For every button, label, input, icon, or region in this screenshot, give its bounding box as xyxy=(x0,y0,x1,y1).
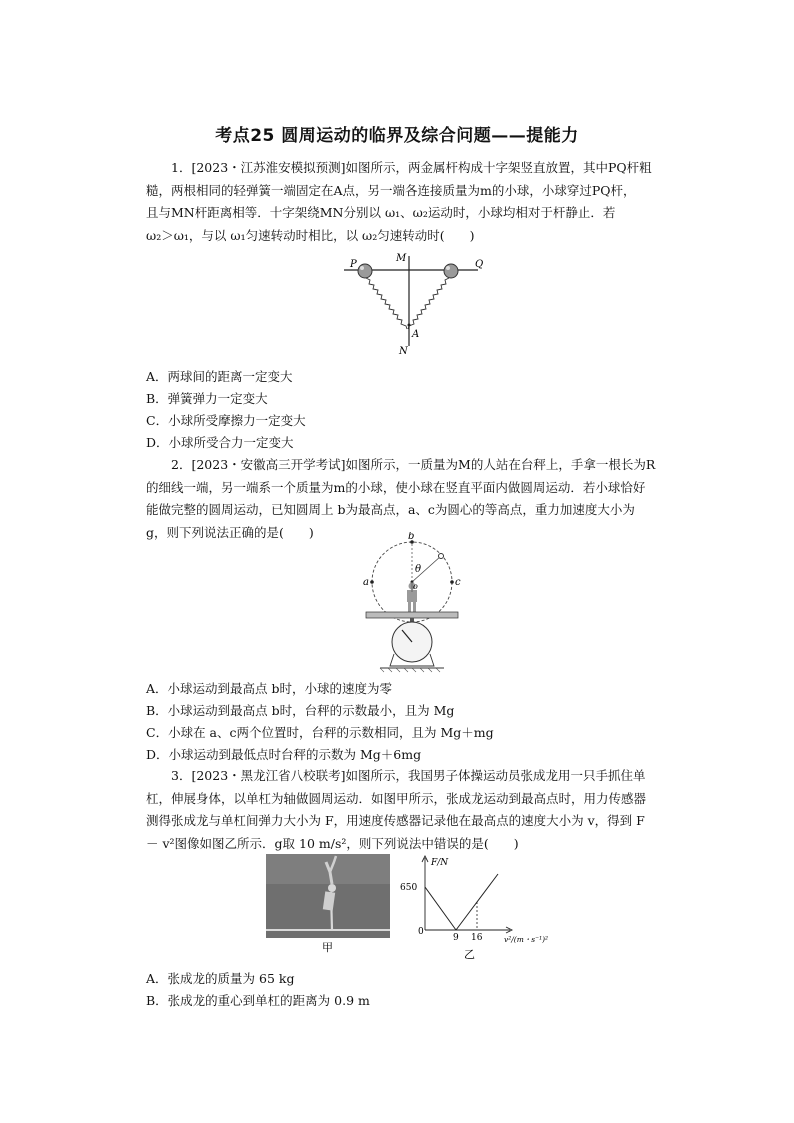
gymnast-photo xyxy=(266,854,390,954)
stem-line: 1．[2023・江苏淮安模拟预测]如图所示，两金属杆构成十字架竖直放置，其中PQ杆粗 xyxy=(171,160,652,175)
question-3-stem xyxy=(146,765,684,855)
stem-line: 3．[2023・黑龙江省八校联考]如图所示，我国男子体操运动员张成龙用一只手抓住单 xyxy=(171,768,646,783)
label-a: a xyxy=(363,577,369,588)
label-o: o xyxy=(413,582,418,591)
label-N: N xyxy=(399,346,408,357)
scale-circle-figure xyxy=(362,532,472,674)
photo-caption: 甲 xyxy=(322,941,333,954)
stem-line: 糙，两根相同的轻弹簧一端固定在A点，另一端各连接质量为m的小球，小球穿过PQ杆， xyxy=(146,182,636,198)
label-theta: θ xyxy=(415,564,422,575)
stem-line: 且与MN杆距离相等．十字架绕MN分别以 ω₁、ω₂运动时，小球均相对于杆静止．若 xyxy=(146,205,616,220)
label-b: b xyxy=(408,532,415,542)
graph-ylabel: F/N xyxy=(431,858,449,868)
label-c: c xyxy=(455,577,461,588)
graph-x-tick-9: 9 xyxy=(453,933,459,943)
label-P: P xyxy=(350,259,357,270)
label-Q: Q xyxy=(475,259,484,270)
stem-line: g，则下列说法正确的是( ) xyxy=(146,524,314,540)
graph-caption: 乙 xyxy=(464,948,475,961)
graph-y-tick: 650 xyxy=(400,883,418,893)
stem-line: 杠，伸展身体，以单杠为轴做圆周运动．如图甲所示，张成龙运动到最高点时，用力传感器 xyxy=(146,790,647,806)
graph-x-tick-16: 16 xyxy=(471,933,483,943)
stem-line: ω₂＞ω₁，与以 ω₁匀速转动时相比，以 ω₂匀速转动时( ) xyxy=(146,227,475,243)
graph-xlabel: v²/(m・s⁻¹)² xyxy=(504,935,549,944)
stem-line: 2．[2023・安徽高三开学考试]如图所示，一质量为M的人站在台秤上，手拿一根长为R xyxy=(171,457,656,472)
stem-line: 的细线一端，另一端系一个质量为m的小球，使小球在竖直平面内做圆周运动．若小球恰好 xyxy=(146,479,646,495)
graph-origin: 0 xyxy=(418,927,424,937)
question-2-stem xyxy=(146,454,684,544)
f-v2-graph xyxy=(394,852,574,962)
label-M: M xyxy=(396,253,407,264)
cross-spring-figure xyxy=(336,248,496,360)
q1-option-b: B．弹簧弹力一定变大 xyxy=(146,391,268,406)
page-title: 考点25 圆周运动的临界及综合问题——提能力 xyxy=(215,126,579,146)
q2-option-c: C．小球在 a、c两个位置时，台秤的示数相同，且为 Mg＋mg xyxy=(146,725,494,740)
q1-option-a: A．两球间的距离一定变大 xyxy=(146,369,293,384)
q1-option-c: C．小球所受摩擦力一定变大 xyxy=(146,413,306,428)
stem-line: 测得张成龙与单杠间弹力大小为 F，用速度传感器记录他在最高点的速度大小为 v，得到 F xyxy=(146,813,645,828)
stem-line: － v²图像如图乙所示．g取 10 m/s²，则下列说法中错误的是( ) xyxy=(146,835,519,851)
q3-option-b: B．张成龙的重心到单杠的距离为 0.9 m xyxy=(146,993,370,1008)
q2-option-b: B．小球运动到最高点 b时，台秤的示数最小，且为 Mg xyxy=(146,703,455,718)
stem-line: 能做完整的圆周运动，已知圆周上 b为最高点，a、c为圆心的等高点，重力加速度大小为 xyxy=(146,502,635,517)
label-A: A xyxy=(412,329,420,340)
question-1-stem xyxy=(146,157,684,247)
q2-option-a: A．小球运动到最高点 b时，小球的速度为零 xyxy=(146,681,393,696)
q3-option-a: A．张成龙的质量为 65 kg xyxy=(146,971,295,986)
q1-option-d: D．小球所受合力一定变大 xyxy=(146,435,294,450)
q2-option-d: D．小球运动到最低点时台秤的示数为 Mg＋6mg xyxy=(146,747,422,762)
